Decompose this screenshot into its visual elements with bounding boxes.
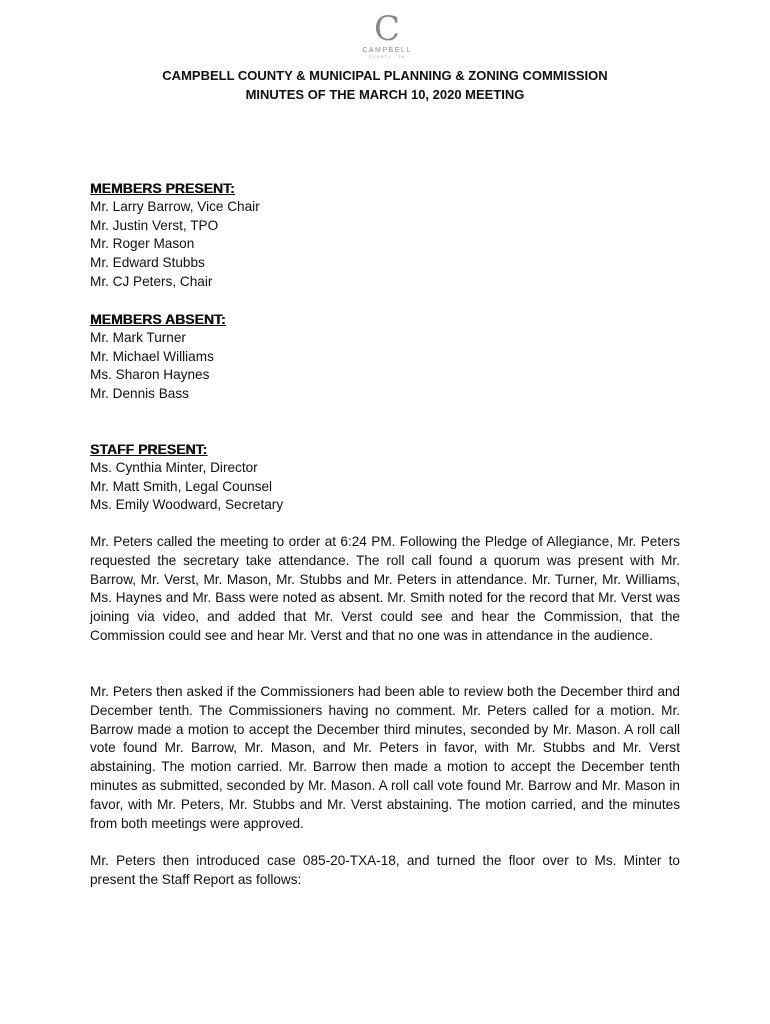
county-logo bbox=[355, 9, 419, 62]
logo-wordmark: CAMPBELL bbox=[362, 47, 412, 54]
member-absent-item: Ms. Sharon Haynes bbox=[90, 367, 210, 383]
logo-letter: C bbox=[373, 9, 400, 49]
logo-subtext: COUNTY · TN bbox=[368, 54, 406, 59]
member-absent-item: Mr. Michael Williams bbox=[90, 348, 214, 364]
members-absent-section bbox=[90, 310, 690, 404]
members-present-heading: MEMBERS PRESENT: bbox=[90, 180, 235, 196]
members-absent-heading: MEMBERS ABSENT: bbox=[90, 311, 226, 327]
member-present-item: Mr. Edward Stubbs bbox=[90, 255, 205, 271]
member-present-item: Mr. CJ Peters, Chair bbox=[90, 273, 213, 289]
staff-present-item: Mr. Matt Smith, Legal Counsel bbox=[90, 478, 273, 494]
staff-present-section bbox=[90, 440, 690, 515]
staff-present-heading: STAFF PRESENT: bbox=[90, 441, 208, 457]
document-title: CAMPBELL COUNTY & MUNICIPAL PLANNING & ZONING COMMISSION bbox=[162, 68, 608, 83]
minutes-paragraph-case-intro: Mr. Peters then introduced case 085-20-TXA-18, and turned the floor over to Ms. Minter to present the Staff Report as follows: bbox=[90, 853, 680, 887]
minutes-paragraph-call-to-order: Mr. Peters called the meeting to order at 6:24 PM. Following the Pledge of Allegiance, Mr. Peters requested the secretary take attendance. The roll call found a quorum was present with Mr. Barrow, Mr. Verst, Mr. Mason, Mr. Stubbs and Mr. Peters in attendance. Mr. Turner, Mr. Williams, Ms. Haynes and Mr. Bass were noted as absent. Mr. Smith noted for the record that Mr. Verst was joining via video, and added that Mr. Verst could see and hear the Commission, that the Commission could see and hear Mr. Verst and that no one was in attendance in the audience. bbox=[90, 534, 680, 643]
member-absent-item: Mr. Mark Turner bbox=[90, 330, 186, 345]
member-present-item: Mr. Larry Barrow, Vice Chair bbox=[90, 199, 260, 214]
minutes-paragraph-approval: Mr. Peters then asked if the Commissioners had been able to review both the December third and December tenth. The Commissioners having no comment. Mr. Peters called for a motion. Mr. Barrow made a motion to accept the December third minutes, seconded by Mr. Mason. A roll call vote found Mr. Barrow, Mr. Mason, and Mr. Peters in favor, with Mr. Stubbs and Mr. Verst abstaining. The motion carried. Mr. Barrow then made a motion to accept the December tenth minutes as submitted, seconded by Mr. Mason. A roll call vote found Mr. Barrow and Mr. Mason in favor, with Mr. Peters, Mr. Stubbs and Mr. Verst abstaining. The motion carried, and the minutes from both meetings were approved. bbox=[90, 684, 680, 831]
staff-present-item: Ms. Cynthia Minter, Director bbox=[90, 460, 258, 475]
document-subtitle: MINUTES OF THE MARCH 10, 2020 MEETING bbox=[245, 87, 525, 102]
member-present-item: Mr. Justin Verst, TPO bbox=[90, 217, 219, 233]
member-absent-item: Mr. Dennis Bass bbox=[90, 386, 189, 402]
members-present-section bbox=[90, 179, 690, 292]
staff-present-item: Ms. Emily Woodward, Secretary bbox=[90, 497, 284, 513]
member-present-item: Mr. Roger Mason bbox=[90, 236, 195, 252]
